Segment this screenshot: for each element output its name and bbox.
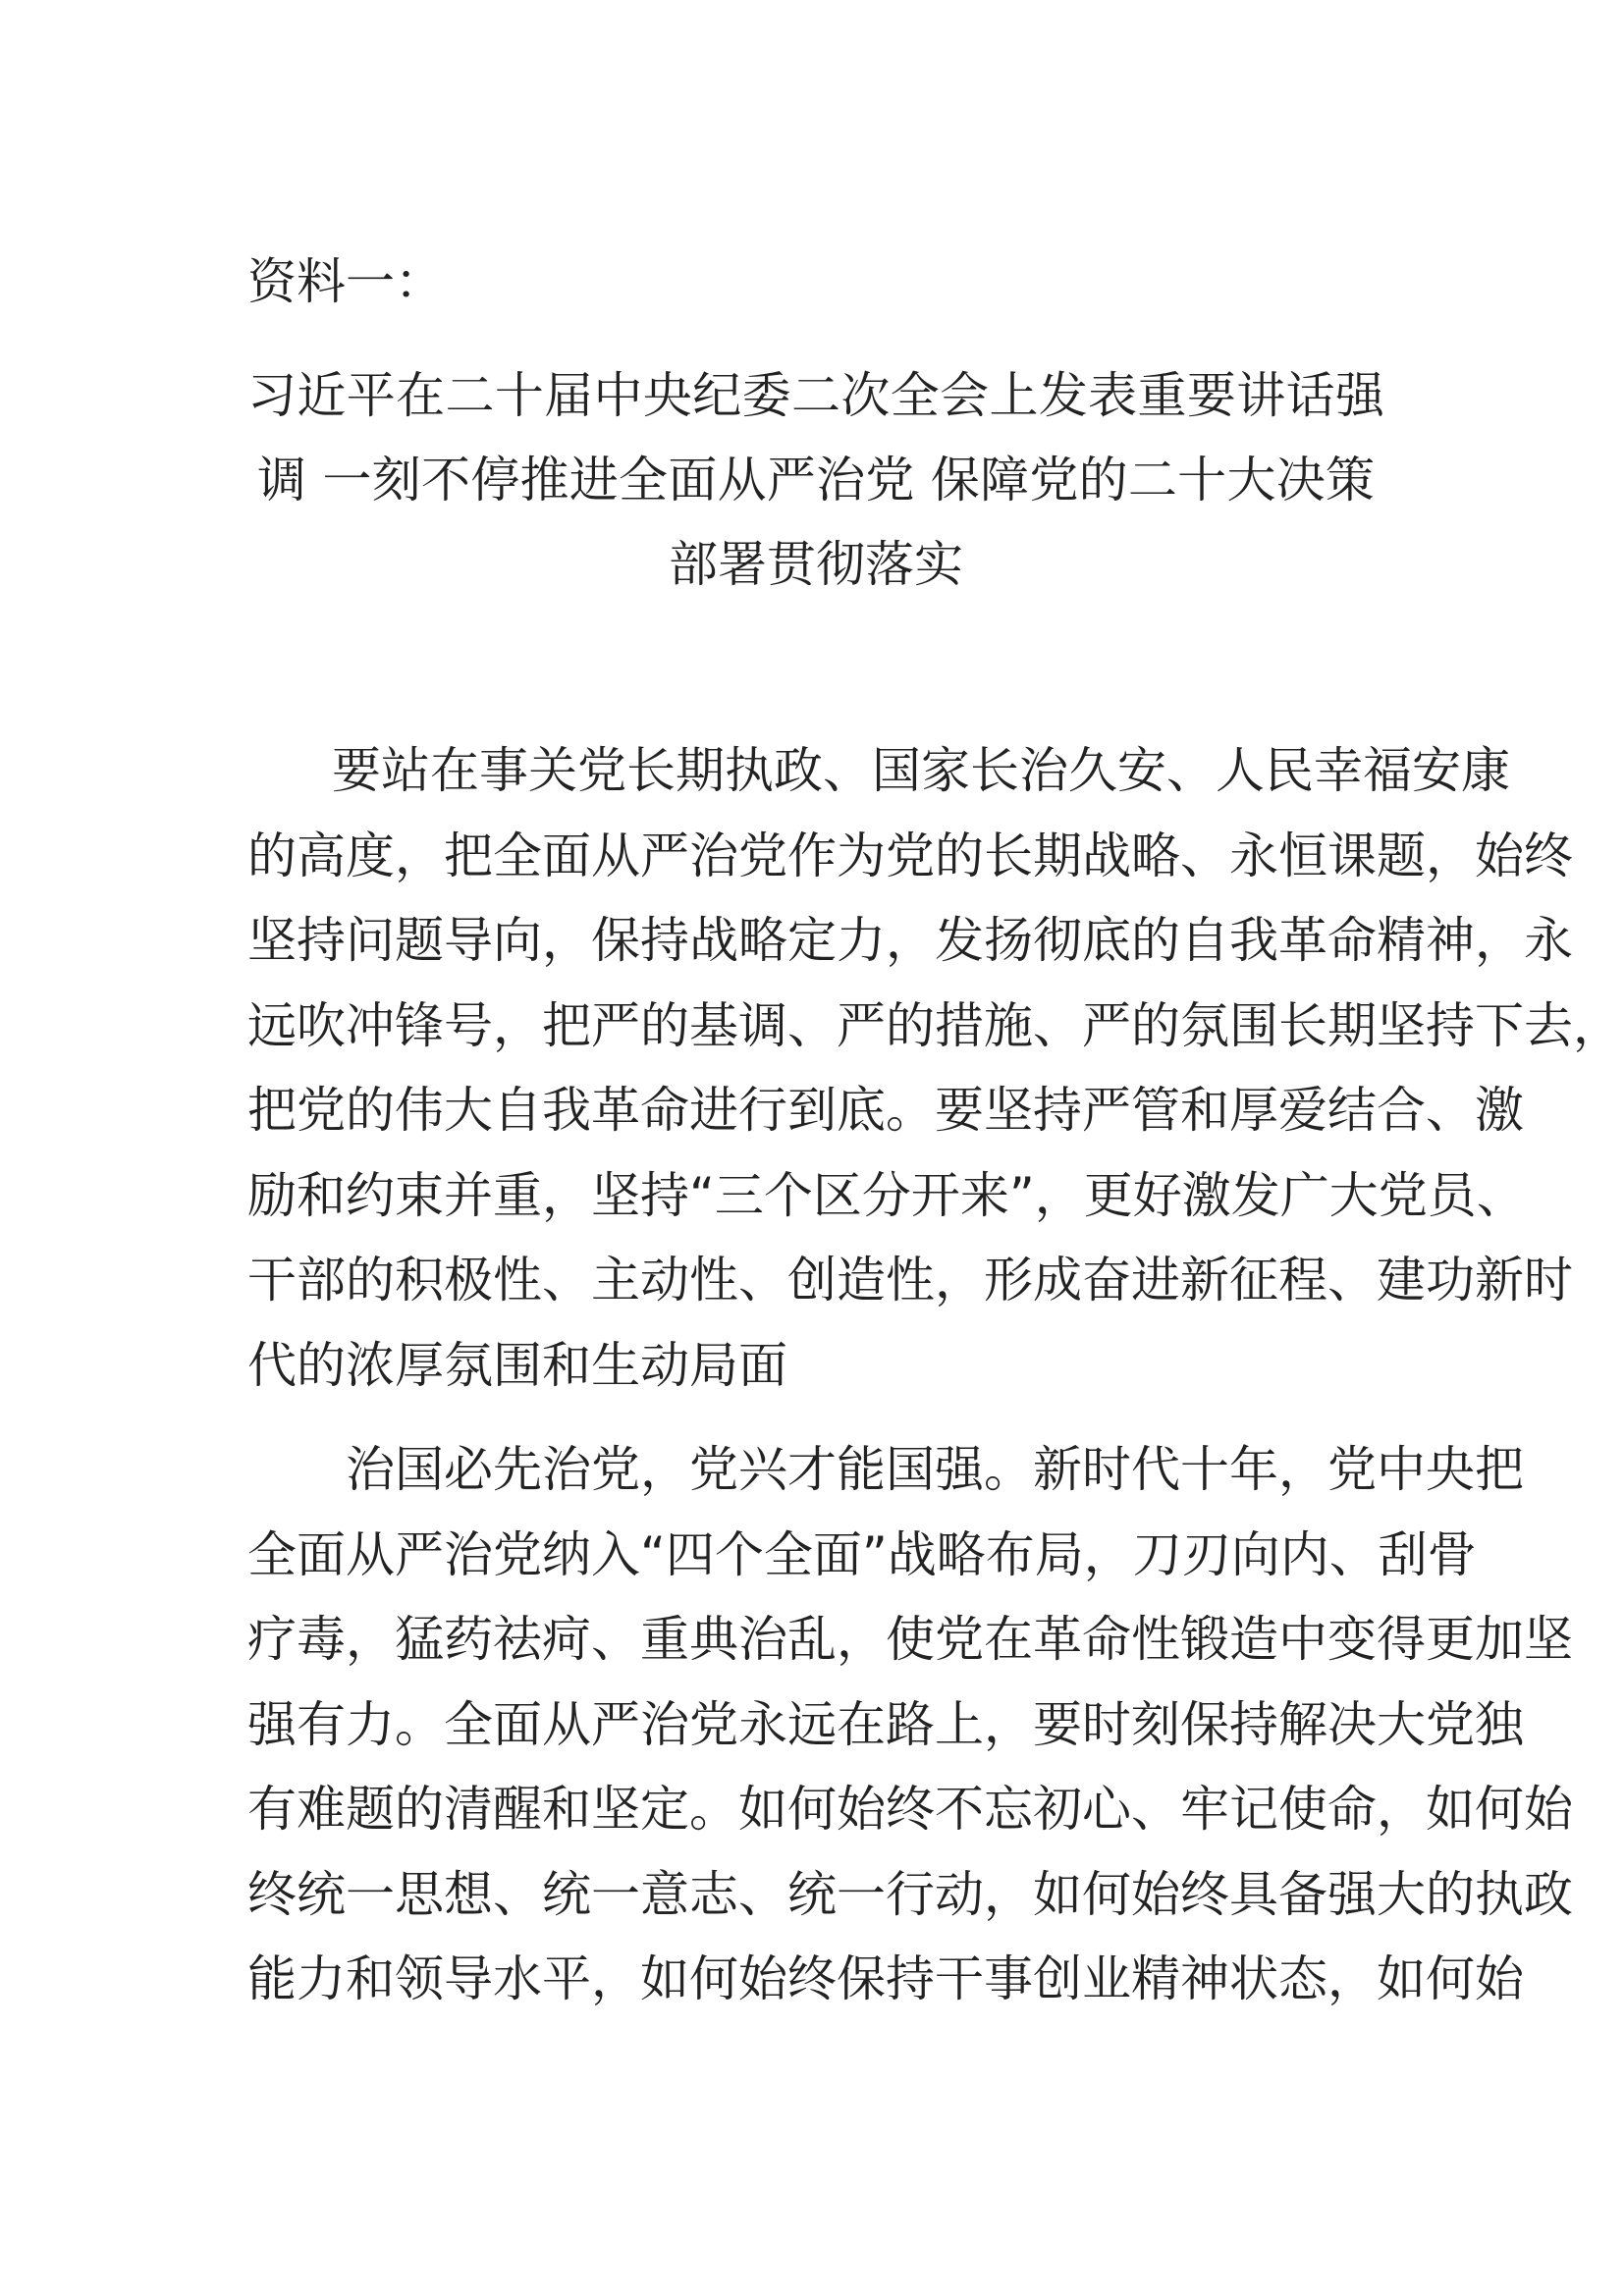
paragraph-line: 坚持问题导向，保持战略定力，发扬彻底的自我革命精神，永	[247, 912, 1573, 969]
title-line: 调 一刻不停推进全面从严治党 保障党的二十大决策	[257, 452, 1375, 508]
document-title	[247, 353, 1384, 607]
paragraph-line: 励和约束并重，坚持“三个区分开来”，更好激发广大党员、	[247, 1166, 1526, 1224]
title-line: 习近平在二十届中央纪委二次全会上发表重要讲话强	[247, 367, 1384, 424]
material-label: 资料一：	[247, 253, 444, 310]
paragraph-2	[247, 1427, 1573, 2022]
paragraph-line: 全面从严治党纳入“四个全面”战略布局，刀刃向内、刮骨	[247, 1525, 1477, 1583]
paragraph-line: 要站在事关党长期执政、国家长治久安、人民幸福安康	[332, 742, 1510, 799]
paragraph-line: 代的浓厚氛围和生动局面	[247, 1336, 787, 1394]
paragraph-line: 终统一思想、统一意志、统一行动，如何始终具备强大的执政	[247, 1865, 1573, 1923]
paragraph-line: 强有力。全面从严治党永远在路上，要时刻保持解决大党独	[247, 1695, 1524, 1753]
paragraph-line: 干部的积极性、主动性、创造性，形成奋进新征程、建功新时	[247, 1252, 1573, 1308]
paragraph-1	[247, 728, 1622, 1408]
paragraph-line: 远吹冲锋号，把严的基调、严的措施、严的氛围长期坚持下去，	[247, 996, 1622, 1054]
paragraph-line: 有难题的清醒和坚定。如何始终不忘初心、牢记使命，如何始	[247, 1781, 1573, 1838]
paragraph-line: 把党的伟大自我革命进行到底。要坚持严管和厚爱结合、激	[247, 1082, 1524, 1139]
paragraph-line: 能力和领导水平，如何始终保持干事创业精神状态，如何始	[247, 1950, 1524, 2007]
paragraph-line: 疗毒，猛药祛疴、重典治乱，使党在革命性锻造中变得更加坚	[247, 1611, 1573, 1668]
paragraph-line: 的高度，把全面从严治党作为党的长期战略、永恒课题，始终	[247, 827, 1573, 884]
title-line: 部署贯彻落实	[669, 536, 963, 593]
paragraph-line: 治国必先治党，党兴才能国强。新时代十年，党中央把	[346, 1441, 1524, 1498]
